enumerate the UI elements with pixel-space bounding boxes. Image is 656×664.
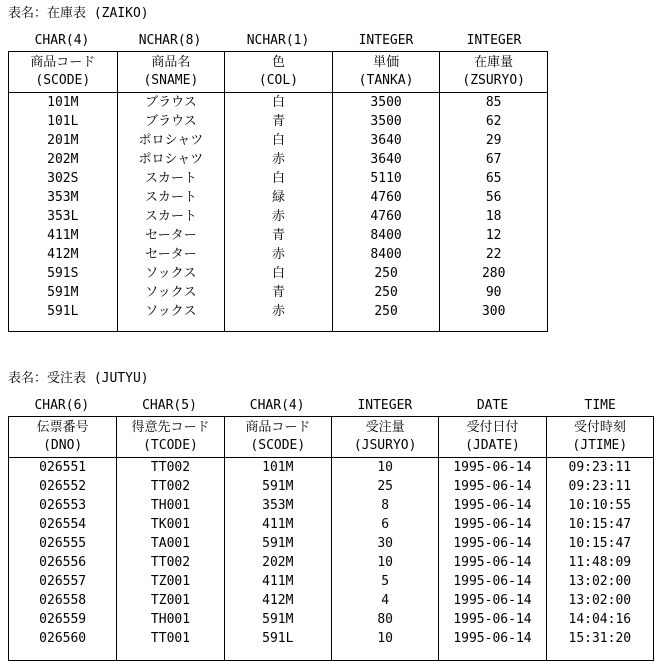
column-header-label: 受注量 bbox=[365, 420, 405, 435]
table-cell: 250 bbox=[332, 302, 440, 331]
column-header-code: (JSURYO) bbox=[353, 438, 417, 453]
table-cell: 22 bbox=[439, 245, 547, 264]
table-cell: 12 bbox=[439, 226, 547, 245]
table-cell: 250 bbox=[332, 264, 440, 283]
column-header bbox=[331, 417, 438, 458]
column-header-code: (TANKA) bbox=[358, 73, 414, 88]
column-header-label: 在庫量 bbox=[474, 55, 514, 70]
column-header bbox=[116, 417, 223, 458]
table-row bbox=[9, 131, 547, 150]
table-row bbox=[9, 458, 653, 477]
table-cell: 90 bbox=[439, 283, 547, 302]
table-cell: 4760 bbox=[332, 207, 440, 226]
table-cell: 411M bbox=[47, 228, 79, 243]
table-cell: スカート bbox=[117, 207, 225, 226]
column-type-label: INTEGER bbox=[358, 33, 414, 48]
table-row bbox=[9, 283, 547, 302]
column-header bbox=[117, 52, 225, 93]
table-cell: 591S bbox=[47, 266, 79, 281]
column-type-label: CHAR(4) bbox=[249, 398, 305, 413]
table-cell: 026554 bbox=[39, 517, 87, 532]
table-cell: セーター bbox=[117, 245, 225, 264]
table-cell: TH001 bbox=[116, 610, 223, 629]
table-cell: 201M bbox=[47, 133, 79, 148]
table-row bbox=[9, 150, 547, 169]
table-cell: 411M bbox=[224, 572, 331, 591]
column-type-label: TIME bbox=[584, 398, 616, 413]
table-row bbox=[9, 534, 653, 553]
table-row bbox=[9, 188, 547, 207]
table-cell: 591M bbox=[224, 477, 331, 496]
table-row bbox=[9, 302, 547, 331]
column-type-label: CHAR(6) bbox=[34, 398, 90, 413]
orders-table bbox=[8, 416, 654, 661]
table-cell: 56 bbox=[439, 188, 547, 207]
column-header-label: 色 bbox=[271, 55, 285, 70]
table-cell: 101M bbox=[224, 458, 331, 477]
column-header bbox=[439, 52, 547, 93]
column-type-label: NCHAR(8) bbox=[138, 33, 202, 48]
table-cell: 4760 bbox=[332, 188, 440, 207]
column-type-label: DATE bbox=[476, 398, 509, 413]
table-title: 表名：受注表 (JUTYU) bbox=[8, 371, 149, 386]
column-header-code: (JDATE) bbox=[465, 438, 520, 453]
table-row bbox=[9, 264, 547, 283]
column-header-label: 商品名 bbox=[151, 55, 191, 70]
table-cell: TT001 bbox=[116, 629, 223, 660]
table-row bbox=[9, 477, 653, 496]
table-cell: 5 bbox=[331, 572, 438, 591]
column-header-label: 伝票番号 bbox=[36, 420, 89, 435]
table-cell: 8400 bbox=[332, 226, 440, 245]
table-cell: 591M bbox=[224, 610, 331, 629]
table-cell: 302S bbox=[47, 171, 79, 186]
header-row bbox=[9, 52, 547, 93]
table-cell: 14:04:16 bbox=[546, 610, 653, 629]
table-cell: 4 bbox=[331, 591, 438, 610]
column-header bbox=[332, 52, 440, 93]
column-header bbox=[224, 52, 332, 93]
table-cell: 白 bbox=[224, 93, 332, 112]
table-cell: 8 bbox=[331, 496, 438, 515]
table-cell: 6 bbox=[331, 515, 438, 534]
table-cell: 09:23:11 bbox=[546, 458, 653, 477]
table-cell: 18 bbox=[439, 207, 547, 226]
table-cell: 11:48:09 bbox=[546, 553, 653, 572]
table-cell: 赤 bbox=[224, 302, 332, 331]
table-cell: 3500 bbox=[332, 112, 440, 131]
column-type-label: INTEGER bbox=[357, 398, 413, 413]
column-type-label: CHAR(4) bbox=[34, 33, 90, 48]
table-cell: 1995-06-14 bbox=[438, 610, 545, 629]
table-cell: ソックス bbox=[117, 283, 225, 302]
table-row bbox=[9, 515, 653, 534]
table-cell: 101L bbox=[47, 114, 79, 129]
table-title: 表名：在庫表 (ZAIKO) bbox=[8, 6, 149, 21]
table-cell: セーター bbox=[117, 226, 225, 245]
table-cell: 026559 bbox=[39, 612, 87, 627]
table-cell: TZ001 bbox=[116, 591, 223, 610]
column-header-label: 商品コード bbox=[30, 55, 96, 70]
table-cell: 202M bbox=[224, 553, 331, 572]
table-cell: 1995-06-14 bbox=[438, 534, 545, 553]
table-cell: スカート bbox=[117, 169, 225, 188]
table-cell: 赤 bbox=[224, 207, 332, 226]
table-cell: 1995-06-14 bbox=[438, 496, 545, 515]
table-cell: 13:02:00 bbox=[546, 572, 653, 591]
table-cell: 15:31:20 bbox=[546, 629, 653, 660]
inventory-table bbox=[8, 51, 548, 332]
table-cell: 280 bbox=[439, 264, 547, 283]
table-row bbox=[9, 207, 547, 226]
column-header bbox=[9, 417, 116, 458]
table-cell: 026558 bbox=[39, 593, 87, 608]
table-cell: 353L bbox=[47, 209, 79, 224]
table-cell: TK001 bbox=[116, 515, 223, 534]
table-cell: 10 bbox=[331, 629, 438, 660]
table-cell: 026560 bbox=[39, 631, 87, 646]
table-cell: ソックス bbox=[117, 264, 225, 283]
table-cell: ポロシャツ bbox=[117, 150, 225, 169]
column-header-code: (COL) bbox=[258, 73, 299, 88]
table-cell: TT002 bbox=[116, 458, 223, 477]
table-cell: 1995-06-14 bbox=[438, 477, 545, 496]
table-cell: 1995-06-14 bbox=[438, 572, 545, 591]
table-row bbox=[9, 591, 653, 610]
table-cell: 202M bbox=[47, 152, 79, 167]
table-cell: 65 bbox=[439, 169, 547, 188]
table-row bbox=[9, 496, 653, 515]
table-cell: ソックス bbox=[117, 302, 225, 331]
column-header bbox=[224, 417, 331, 458]
table-body bbox=[9, 93, 547, 331]
table-cell: 026557 bbox=[39, 574, 87, 589]
table-cell: 白 bbox=[224, 264, 332, 283]
table-cell: 026556 bbox=[39, 555, 87, 570]
column-header-code: (SCODE) bbox=[35, 73, 91, 88]
table-cell: 29 bbox=[439, 131, 547, 150]
table-cell: 1995-06-14 bbox=[438, 458, 545, 477]
table-cell: TT002 bbox=[116, 553, 223, 572]
table-cell: 10:10:55 bbox=[546, 496, 653, 515]
column-header-code: (ZSURYO) bbox=[462, 73, 525, 88]
table-row bbox=[9, 226, 547, 245]
column-header bbox=[438, 417, 545, 458]
column-header-code: (SNAME) bbox=[143, 73, 199, 88]
column-header-code: (JTIME) bbox=[572, 438, 628, 453]
table-row bbox=[9, 629, 653, 660]
table-cell: 80 bbox=[331, 610, 438, 629]
table-header bbox=[9, 52, 547, 93]
table-cell: 10:15:47 bbox=[546, 515, 653, 534]
table-cell: TA001 bbox=[116, 534, 223, 553]
table-header bbox=[9, 417, 653, 458]
table-cell: 1995-06-14 bbox=[438, 629, 545, 660]
table-cell: 101M bbox=[47, 95, 79, 110]
table-body bbox=[9, 458, 653, 660]
table-cell: 5110 bbox=[332, 169, 440, 188]
table-cell: 青 bbox=[224, 283, 332, 302]
table-cell: 13:02:00 bbox=[546, 591, 653, 610]
table-row bbox=[9, 169, 547, 188]
table-cell: 300 bbox=[439, 302, 547, 331]
column-types-row bbox=[8, 33, 548, 49]
inventory-table-section bbox=[8, 6, 656, 332]
column-header-label: 受付時刻 bbox=[573, 420, 626, 435]
table-cell: 412M bbox=[47, 247, 79, 262]
table-cell: 3640 bbox=[332, 131, 440, 150]
table-cell: 411M bbox=[224, 515, 331, 534]
table-row bbox=[9, 610, 653, 629]
table-cell: 1995-06-14 bbox=[438, 553, 545, 572]
table-cell: 026551 bbox=[39, 460, 87, 475]
table-cell: 緑 bbox=[224, 188, 332, 207]
table-cell: 白 bbox=[224, 131, 332, 150]
table-cell: 591M bbox=[224, 534, 331, 553]
table-cell: 250 bbox=[332, 283, 440, 302]
table-cell: 白 bbox=[224, 169, 332, 188]
column-type-label: NCHAR(1) bbox=[246, 33, 310, 48]
table-cell: 1995-06-14 bbox=[438, 515, 545, 534]
column-type-label: CHAR(5) bbox=[142, 398, 197, 413]
table-cell: TZ001 bbox=[116, 572, 223, 591]
table-cell: 09:23:11 bbox=[546, 477, 653, 496]
table-cell: 10 bbox=[331, 458, 438, 477]
table-cell: 026555 bbox=[39, 536, 87, 551]
table-cell: 30 bbox=[331, 534, 438, 553]
table-cell: 67 bbox=[439, 150, 547, 169]
table-cell: 青 bbox=[224, 226, 332, 245]
table-cell: 25 bbox=[331, 477, 438, 496]
column-header-label: 得意先コード bbox=[131, 420, 210, 435]
table-cell: 青 bbox=[224, 112, 332, 131]
table-cell: 591L bbox=[47, 304, 79, 319]
table-cell: 353M bbox=[47, 190, 79, 205]
table-cell: 10:15:47 bbox=[546, 534, 653, 553]
orders-table-section bbox=[8, 371, 656, 661]
table-cell: 591L bbox=[224, 629, 331, 660]
table-cell: 026553 bbox=[39, 498, 87, 513]
column-header-label: 受付日付 bbox=[466, 420, 519, 435]
column-header bbox=[546, 417, 653, 458]
column-header-label: 商品コード bbox=[245, 420, 311, 435]
table-cell: ブラウス bbox=[117, 93, 225, 112]
table-cell: TT002 bbox=[116, 477, 223, 496]
table-cell: 赤 bbox=[224, 150, 332, 169]
header-row bbox=[9, 417, 653, 458]
column-types-row bbox=[8, 398, 654, 414]
table-row bbox=[9, 93, 547, 112]
table-row bbox=[9, 112, 547, 131]
column-header-label: 単価 bbox=[373, 55, 400, 70]
table-cell: ポロシャツ bbox=[117, 131, 225, 150]
table-cell: スカート bbox=[117, 188, 225, 207]
table-cell: TH001 bbox=[116, 496, 223, 515]
column-header-code: (TCODE) bbox=[143, 438, 198, 453]
table-cell: 412M bbox=[224, 591, 331, 610]
table-cell: 3640 bbox=[332, 150, 440, 169]
table-cell: ブラウス bbox=[117, 112, 225, 131]
table-cell: 1995-06-14 bbox=[438, 591, 545, 610]
table-cell: 10 bbox=[331, 553, 438, 572]
table-cell: 8400 bbox=[332, 245, 440, 264]
table-cell: 026552 bbox=[39, 479, 87, 494]
column-header bbox=[9, 52, 117, 93]
table-cell: 353M bbox=[224, 496, 331, 515]
table-cell: 3500 bbox=[332, 93, 440, 112]
column-type-label: INTEGER bbox=[466, 33, 522, 48]
table-row bbox=[9, 553, 653, 572]
column-header-code: (DNO) bbox=[43, 438, 83, 453]
table-row bbox=[9, 572, 653, 591]
table-cell: 62 bbox=[439, 112, 547, 131]
table-cell: 591M bbox=[47, 285, 79, 300]
table-cell: 85 bbox=[439, 93, 547, 112]
table-cell: 赤 bbox=[224, 245, 332, 264]
column-header-code: (SCODE) bbox=[250, 438, 306, 453]
table-row bbox=[9, 245, 547, 264]
